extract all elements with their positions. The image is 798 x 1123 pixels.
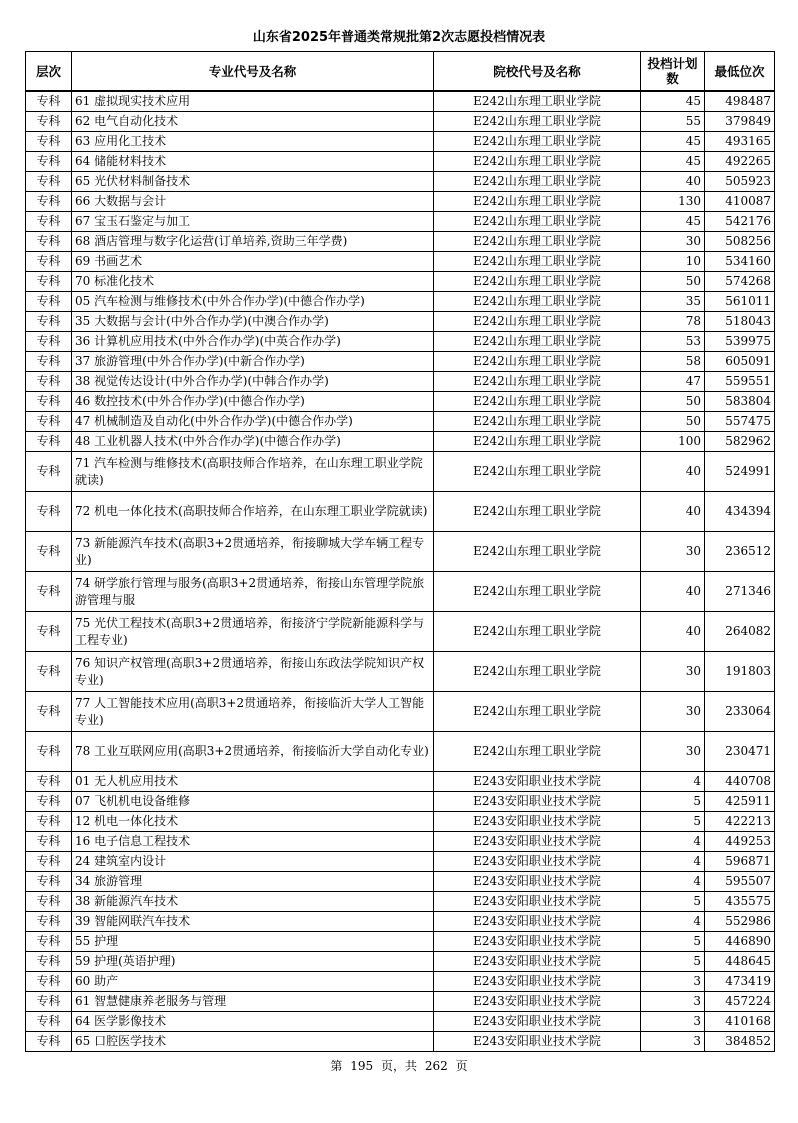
level-cell: 专科: [26, 1032, 72, 1052]
level-cell: 专科: [26, 972, 72, 992]
major-cell: 16 电子信息工程技术: [72, 832, 434, 852]
school-cell: E242山东理工职业学院: [434, 292, 641, 312]
plan-cell: 3: [641, 1012, 705, 1032]
min-rank-cell: 582962: [705, 432, 775, 452]
school-cell: E242山东理工职业学院: [434, 272, 641, 292]
school-cell: E242山东理工职业学院: [434, 132, 641, 152]
min-rank-cell: 534160: [705, 252, 775, 272]
plan-cell: 55: [641, 112, 705, 132]
min-rank-cell: 191803: [705, 652, 775, 692]
page-footer: [0, 1057, 798, 1074]
school-cell: E242山东理工职业学院: [434, 392, 641, 412]
table-row: [26, 312, 775, 332]
table-row: [26, 832, 775, 852]
major-cell: 61 智慧健康养老服务与管理: [72, 992, 434, 1012]
level-cell: 专科: [26, 91, 72, 112]
table-row: [26, 1032, 775, 1052]
level-cell: 专科: [26, 792, 72, 812]
school-cell: E242山东理工职业学院: [434, 372, 641, 392]
major-cell: 37 旅游管理(中外合作办学)(中新合作办学): [72, 352, 434, 372]
major-cell: 64 医学影像技术: [72, 1012, 434, 1032]
table-row: [26, 532, 775, 572]
min-rank-cell: 410087: [705, 192, 775, 212]
min-rank-cell: 425911: [705, 792, 775, 812]
plan-cell: 100: [641, 432, 705, 452]
level-cell: 专科: [26, 172, 72, 192]
plan-cell: 40: [641, 452, 705, 492]
major-cell: 38 新能源汽车技术: [72, 892, 434, 912]
major-cell: 69 书画艺术: [72, 252, 434, 272]
school-cell: E243安阳职业技术学院: [434, 792, 641, 812]
school-cell: E242山东理工职业学院: [434, 332, 641, 352]
plan-cell: 4: [641, 912, 705, 932]
major-cell: 77 人工智能技术应用(高职3+2贯通培养，衔接临沂大学人工智能专业): [72, 692, 434, 732]
school-cell: E242山东理工职业学院: [434, 232, 641, 252]
major-cell: 35 大数据与会计(中外合作办学)(中澳合作办学): [72, 312, 434, 332]
footer-mid: 页，共: [380, 1059, 417, 1073]
major-cell: 36 计算机应用技术(中外合作办学)(中英合作办学): [72, 332, 434, 352]
school-cell: E242山东理工职业学院: [434, 732, 641, 772]
school-cell: E242山东理工职业学院: [434, 152, 641, 172]
plan-cell: 45: [641, 132, 705, 152]
level-cell: 专科: [26, 872, 72, 892]
school-cell: E243安阳职业技术学院: [434, 952, 641, 972]
plan-cell: 40: [641, 492, 705, 532]
school-cell: E243安阳职业技术学院: [434, 872, 641, 892]
plan-cell: 5: [641, 812, 705, 832]
school-cell: E242山东理工职业学院: [434, 91, 641, 112]
min-rank-cell: 518043: [705, 312, 775, 332]
major-cell: 68 酒店管理与数字化运营(订单培养,资助三年学费): [72, 232, 434, 252]
table-row: [26, 992, 775, 1012]
level-cell: 专科: [26, 192, 72, 212]
min-rank-cell: 434394: [705, 492, 775, 532]
min-rank-cell: 271346: [705, 572, 775, 612]
level-cell: 专科: [26, 372, 72, 392]
min-rank-cell: 435575: [705, 892, 775, 912]
school-cell: E242山东理工职业学院: [434, 452, 641, 492]
major-cell: 55 护理: [72, 932, 434, 952]
level-cell: 专科: [26, 152, 72, 172]
level-cell: 专科: [26, 572, 72, 612]
major-cell: 12 机电一体化技术: [72, 812, 434, 832]
table-row: [26, 492, 775, 532]
level-cell: 专科: [26, 1012, 72, 1032]
major-cell: 76 知识产权管理(高职3+2贯通培养，衔接山东政法学院知识产权专业): [72, 652, 434, 692]
school-cell: E243安阳职业技术学院: [434, 852, 641, 872]
table-row: [26, 392, 775, 412]
school-cell: E243安阳职业技术学院: [434, 992, 641, 1012]
min-rank-cell: 422213: [705, 812, 775, 832]
level-cell: 专科: [26, 432, 72, 452]
plan-cell: 30: [641, 232, 705, 252]
level-cell: 专科: [26, 492, 72, 532]
school-cell: E242山东理工职业学院: [434, 352, 641, 372]
plan-cell: 50: [641, 392, 705, 412]
major-cell: 67 宝玉石鉴定与加工: [72, 212, 434, 232]
table-row: [26, 852, 775, 872]
school-cell: E242山东理工职业学院: [434, 212, 641, 232]
min-rank-cell: 473419: [705, 972, 775, 992]
school-cell: E242山东理工职业学院: [434, 312, 641, 332]
table-row: [26, 432, 775, 452]
min-rank-cell: 542176: [705, 212, 775, 232]
major-cell: 78 工业互联网应用(高职3+2贯通培养，衔接临沂大学自动化专业): [72, 732, 434, 772]
school-cell: E243安阳职业技术学院: [434, 1012, 641, 1032]
major-cell: 48 工业机器人技术(中外合作办学)(中德合作办学): [72, 432, 434, 452]
table-row: [26, 912, 775, 932]
min-rank-cell: 449253: [705, 832, 775, 852]
school-cell: E242山东理工职业学院: [434, 112, 641, 132]
table-row: [26, 792, 775, 812]
min-rank-cell: 505923: [705, 172, 775, 192]
header-school: 院校代号及名称: [434, 52, 641, 92]
major-cell: 07 飞机机电设备维修: [72, 792, 434, 812]
plan-cell: 40: [641, 612, 705, 652]
major-cell: 05 汽车检测与维修技术(中外合作办学)(中德合作办学): [72, 292, 434, 312]
major-cell: 34 旅游管理: [72, 872, 434, 892]
min-rank-cell: 379849: [705, 112, 775, 132]
school-cell: E242山东理工职业学院: [434, 532, 641, 572]
level-cell: 专科: [26, 452, 72, 492]
plan-cell: 53: [641, 332, 705, 352]
min-rank-cell: 595507: [705, 872, 775, 892]
table-row: [26, 452, 775, 492]
min-rank-cell: 561011: [705, 292, 775, 312]
table-row: [26, 332, 775, 352]
level-cell: 专科: [26, 112, 72, 132]
plan-cell: 4: [641, 832, 705, 852]
plan-cell: 5: [641, 792, 705, 812]
level-cell: 专科: [26, 732, 72, 772]
plan-cell: 50: [641, 272, 705, 292]
school-cell: E243安阳职业技术学院: [434, 1032, 641, 1052]
table-row: [26, 692, 775, 732]
plan-cell: 30: [641, 652, 705, 692]
major-cell: 47 机械制造及自动化(中外合作办学)(中德合作办学): [72, 412, 434, 432]
footer-current-page: 195: [350, 1059, 374, 1073]
plan-cell: 5: [641, 932, 705, 952]
table-row: [26, 732, 775, 772]
major-cell: 59 护理(英语护理): [72, 952, 434, 972]
table-row: [26, 292, 775, 312]
plan-cell: 45: [641, 91, 705, 112]
plan-cell: 30: [641, 732, 705, 772]
level-cell: 专科: [26, 832, 72, 852]
school-cell: E242山东理工职业学院: [434, 492, 641, 532]
plan-cell: 4: [641, 772, 705, 792]
page-title: 山东省2025年普通类常规批第2次志愿投档情况表: [252, 30, 546, 45]
table-row: [26, 212, 775, 232]
school-cell: E242山东理工职业学院: [434, 412, 641, 432]
min-rank-cell: 493165: [705, 132, 775, 152]
major-cell: 63 应用化工技术: [72, 132, 434, 152]
major-cell: 74 研学旅行管理与服务(高职3+2贯通培养，衔接山东管理学院旅游管理与服: [72, 572, 434, 612]
level-cell: 专科: [26, 992, 72, 1012]
plan-cell: 30: [641, 692, 705, 732]
min-rank-cell: 384852: [705, 1032, 775, 1052]
major-cell: 62 电气自动化技术: [72, 112, 434, 132]
level-cell: 专科: [26, 952, 72, 972]
major-cell: 75 光伏工程技术(高职3+2贯通培养，衔接济宁学院新能源科学与工程专业): [72, 612, 434, 652]
major-cell: 73 新能源汽车技术(高职3+2贯通培养，衔接聊城大学车辆工程专业): [72, 532, 434, 572]
min-rank-cell: 559551: [705, 372, 775, 392]
major-cell: 66 大数据与会计: [72, 192, 434, 212]
school-cell: E242山东理工职业学院: [434, 572, 641, 612]
table-row: [26, 172, 775, 192]
major-cell: 70 标准化技术: [72, 272, 434, 292]
level-cell: 专科: [26, 252, 72, 272]
footer-suffix: 页: [455, 1059, 468, 1073]
table-row: [26, 192, 775, 212]
table-row: [26, 892, 775, 912]
level-cell: 专科: [26, 772, 72, 792]
major-cell: 64 储能材料技术: [72, 152, 434, 172]
table-row: [26, 772, 775, 792]
level-cell: 专科: [26, 412, 72, 432]
plan-cell: 4: [641, 872, 705, 892]
major-cell: 60 助产: [72, 972, 434, 992]
major-cell: 71 汽车检测与维修技术(高职技师合作培养，在山东理工职业学院就读): [72, 452, 434, 492]
major-cell: 65 口腔医学技术: [72, 1032, 434, 1052]
level-cell: 专科: [26, 532, 72, 572]
min-rank-cell: 596871: [705, 852, 775, 872]
school-cell: E242山东理工职业学院: [434, 612, 641, 652]
level-cell: 专科: [26, 892, 72, 912]
level-cell: 专科: [26, 692, 72, 732]
plan-cell: 40: [641, 172, 705, 192]
major-cell: 72 机电一体化技术(高职技师合作培养，在山东理工职业学院就读): [72, 492, 434, 532]
plan-cell: 4: [641, 852, 705, 872]
plan-cell: 10: [641, 252, 705, 272]
school-cell: E242山东理工职业学院: [434, 432, 641, 452]
table-row: [26, 612, 775, 652]
level-cell: 专科: [26, 312, 72, 332]
plan-cell: 3: [641, 992, 705, 1012]
table-body: [26, 91, 775, 1052]
school-cell: E243安阳职业技术学院: [434, 832, 641, 852]
plan-cell: 3: [641, 1032, 705, 1052]
major-cell: 24 建筑室内设计: [72, 852, 434, 872]
min-rank-cell: 448645: [705, 952, 775, 972]
min-rank-cell: 236512: [705, 532, 775, 572]
plan-cell: 45: [641, 212, 705, 232]
min-rank-cell: 524991: [705, 452, 775, 492]
table-row: [26, 412, 775, 432]
level-cell: 专科: [26, 912, 72, 932]
plan-cell: 45: [641, 152, 705, 172]
major-cell: 38 视觉传达设计(中外合作办学)(中韩合作办学): [72, 372, 434, 392]
school-cell: E243安阳职业技术学院: [434, 812, 641, 832]
min-rank-cell: 583804: [705, 392, 775, 412]
table-row: [26, 652, 775, 692]
level-cell: 专科: [26, 232, 72, 252]
level-cell: 专科: [26, 652, 72, 692]
level-cell: 专科: [26, 292, 72, 312]
plan-cell: 40: [641, 572, 705, 612]
major-cell: 39 智能网联汽车技术: [72, 912, 434, 932]
table-row: [26, 91, 775, 112]
level-cell: 专科: [26, 852, 72, 872]
admission-table: [25, 51, 775, 1052]
plan-cell: 3: [641, 972, 705, 992]
level-cell: 专科: [26, 812, 72, 832]
min-rank-cell: 446890: [705, 932, 775, 952]
school-cell: E243安阳职业技术学院: [434, 912, 641, 932]
table-row: [26, 252, 775, 272]
min-rank-cell: 605091: [705, 352, 775, 372]
level-cell: 专科: [26, 392, 72, 412]
min-rank-cell: 552986: [705, 912, 775, 932]
table-row: [26, 152, 775, 172]
min-rank-cell: 574268: [705, 272, 775, 292]
school-cell: E242山东理工职业学院: [434, 692, 641, 732]
table-row: [26, 812, 775, 832]
table-row: [26, 972, 775, 992]
level-cell: 专科: [26, 212, 72, 232]
table-header-row: [26, 52, 775, 92]
school-cell: E243安阳职业技术学院: [434, 892, 641, 912]
min-rank-cell: 492265: [705, 152, 775, 172]
table-row: [26, 372, 775, 392]
min-rank-cell: 230471: [705, 732, 775, 772]
min-rank-cell: 557475: [705, 412, 775, 432]
plan-cell: 35: [641, 292, 705, 312]
plan-cell: 78: [641, 312, 705, 332]
school-cell: E243安阳职业技术学院: [434, 972, 641, 992]
plan-cell: 30: [641, 532, 705, 572]
min-rank-cell: 539975: [705, 332, 775, 352]
header-level: 层次: [26, 52, 72, 92]
table-row: [26, 1012, 775, 1032]
min-rank-cell: 498487: [705, 91, 775, 112]
plan-cell: 50: [641, 412, 705, 432]
level-cell: 专科: [26, 352, 72, 372]
table-row: [26, 112, 775, 132]
plan-cell: 130: [641, 192, 705, 212]
level-cell: 专科: [26, 932, 72, 952]
table-row: [26, 872, 775, 892]
level-cell: 专科: [26, 132, 72, 152]
footer-total-pages: 262: [424, 1059, 448, 1073]
school-cell: E242山东理工职业学院: [434, 652, 641, 692]
plan-cell: 47: [641, 372, 705, 392]
min-rank-cell: 233064: [705, 692, 775, 732]
major-cell: 65 光伏材料制备技术: [72, 172, 434, 192]
school-cell: E243安阳职业技术学院: [434, 772, 641, 792]
plan-cell: 5: [641, 952, 705, 972]
header-min-rank: 最低位次: [705, 52, 775, 92]
header-plan: 投档计划数: [641, 52, 705, 92]
min-rank-cell: 410168: [705, 1012, 775, 1032]
level-cell: 专科: [26, 272, 72, 292]
table-row: [26, 952, 775, 972]
plan-cell: 5: [641, 892, 705, 912]
table-row: [26, 932, 775, 952]
header-major: 专业代号及名称: [72, 52, 434, 92]
school-cell: E242山东理工职业学院: [434, 252, 641, 272]
major-cell: 01 无人机应用技术: [72, 772, 434, 792]
school-cell: E242山东理工职业学院: [434, 192, 641, 212]
min-rank-cell: 508256: [705, 232, 775, 252]
major-cell: 46 数控技术(中外合作办学)(中德合作办学): [72, 392, 434, 412]
school-cell: E243安阳职业技术学院: [434, 932, 641, 952]
major-cell: 61 虚拟现实技术应用: [72, 91, 434, 112]
table-row: [26, 132, 775, 152]
table-row: [26, 572, 775, 612]
level-cell: 专科: [26, 612, 72, 652]
footer-prefix: 第: [330, 1059, 343, 1073]
min-rank-cell: 264082: [705, 612, 775, 652]
table-row: [26, 232, 775, 252]
table-row: [26, 352, 775, 372]
min-rank-cell: 457224: [705, 992, 775, 1012]
school-cell: E242山东理工职业学院: [434, 172, 641, 192]
level-cell: 专科: [26, 332, 72, 352]
table-row: [26, 272, 775, 292]
min-rank-cell: 440708: [705, 772, 775, 792]
plan-cell: 58: [641, 352, 705, 372]
